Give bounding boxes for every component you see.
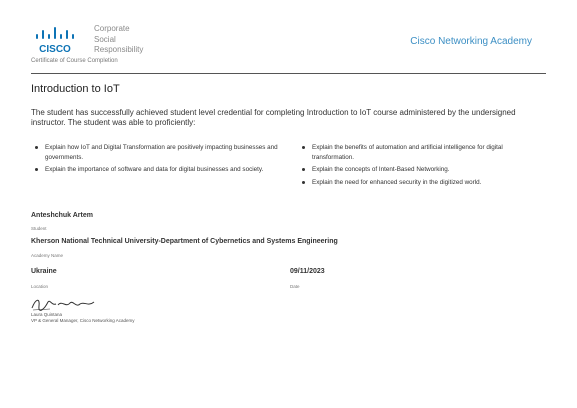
objectives-left [33, 143, 278, 178]
bullet-icon [302, 168, 305, 171]
objective-item [300, 143, 540, 162]
objectives-right [300, 143, 540, 190]
signature-image [30, 296, 100, 312]
objective-text: Explain the concepts of Intent-Based Networking. [312, 166, 450, 173]
objective-item [33, 165, 278, 175]
objective-text: Explain the benefits of automation and artificial intelligence for digital transformation. [312, 144, 503, 161]
objective-item [300, 178, 540, 188]
tagline-line-3: Responsibility [94, 45, 144, 54]
date-label: Date [290, 284, 300, 289]
csr-tagline [94, 24, 143, 56]
academy-header: Cisco Networking Academy [410, 36, 532, 47]
completion-statement: The student has successfully achieved student level credential for completing Introduction to IoT course administered by the undersigned instructor. The student was able to proficiently: [31, 108, 516, 127]
location-label: Location [31, 284, 49, 289]
objective-item [300, 165, 540, 175]
student-label: Student [31, 226, 47, 231]
bullet-icon [302, 181, 305, 184]
signer-name: Laura Quintana [31, 312, 63, 317]
date-value: 09/11/2023 [290, 268, 325, 275]
tagline-line-1: Corporate [94, 24, 130, 33]
objective-text: Explain the importance of software and data for digital businesses and society. [45, 166, 264, 173]
cisco-wordmark: CISCO [39, 44, 71, 55]
student-name: Anteshchuk Artem [31, 212, 93, 219]
objective-text: Explain the need for enhanced security in the digitized world. [312, 178, 482, 186]
signer-title: VP & General Manager, Cisco Networking Academy [31, 318, 135, 323]
certificate-caption: Certificate of Course Completion [31, 58, 118, 64]
cisco-logo [33, 27, 93, 55]
tagline-line-2: Social [94, 34, 116, 44]
objective-item [33, 143, 278, 162]
course-title: Introduction to IoT [31, 83, 120, 95]
location-value: Ukraine [31, 268, 57, 275]
bullet-icon [35, 168, 38, 171]
academy-name: Kherson National Technical University-Department of Cybernetics and Systems Engineering [31, 238, 338, 245]
bullet-icon [35, 146, 38, 149]
objective-text: Explain how IoT and Digital Transformation are positively impacting businesses and governments. [45, 144, 278, 161]
bullet-icon [302, 146, 305, 149]
header-divider [31, 73, 546, 74]
academy-name-label: Academy Name [31, 253, 64, 258]
